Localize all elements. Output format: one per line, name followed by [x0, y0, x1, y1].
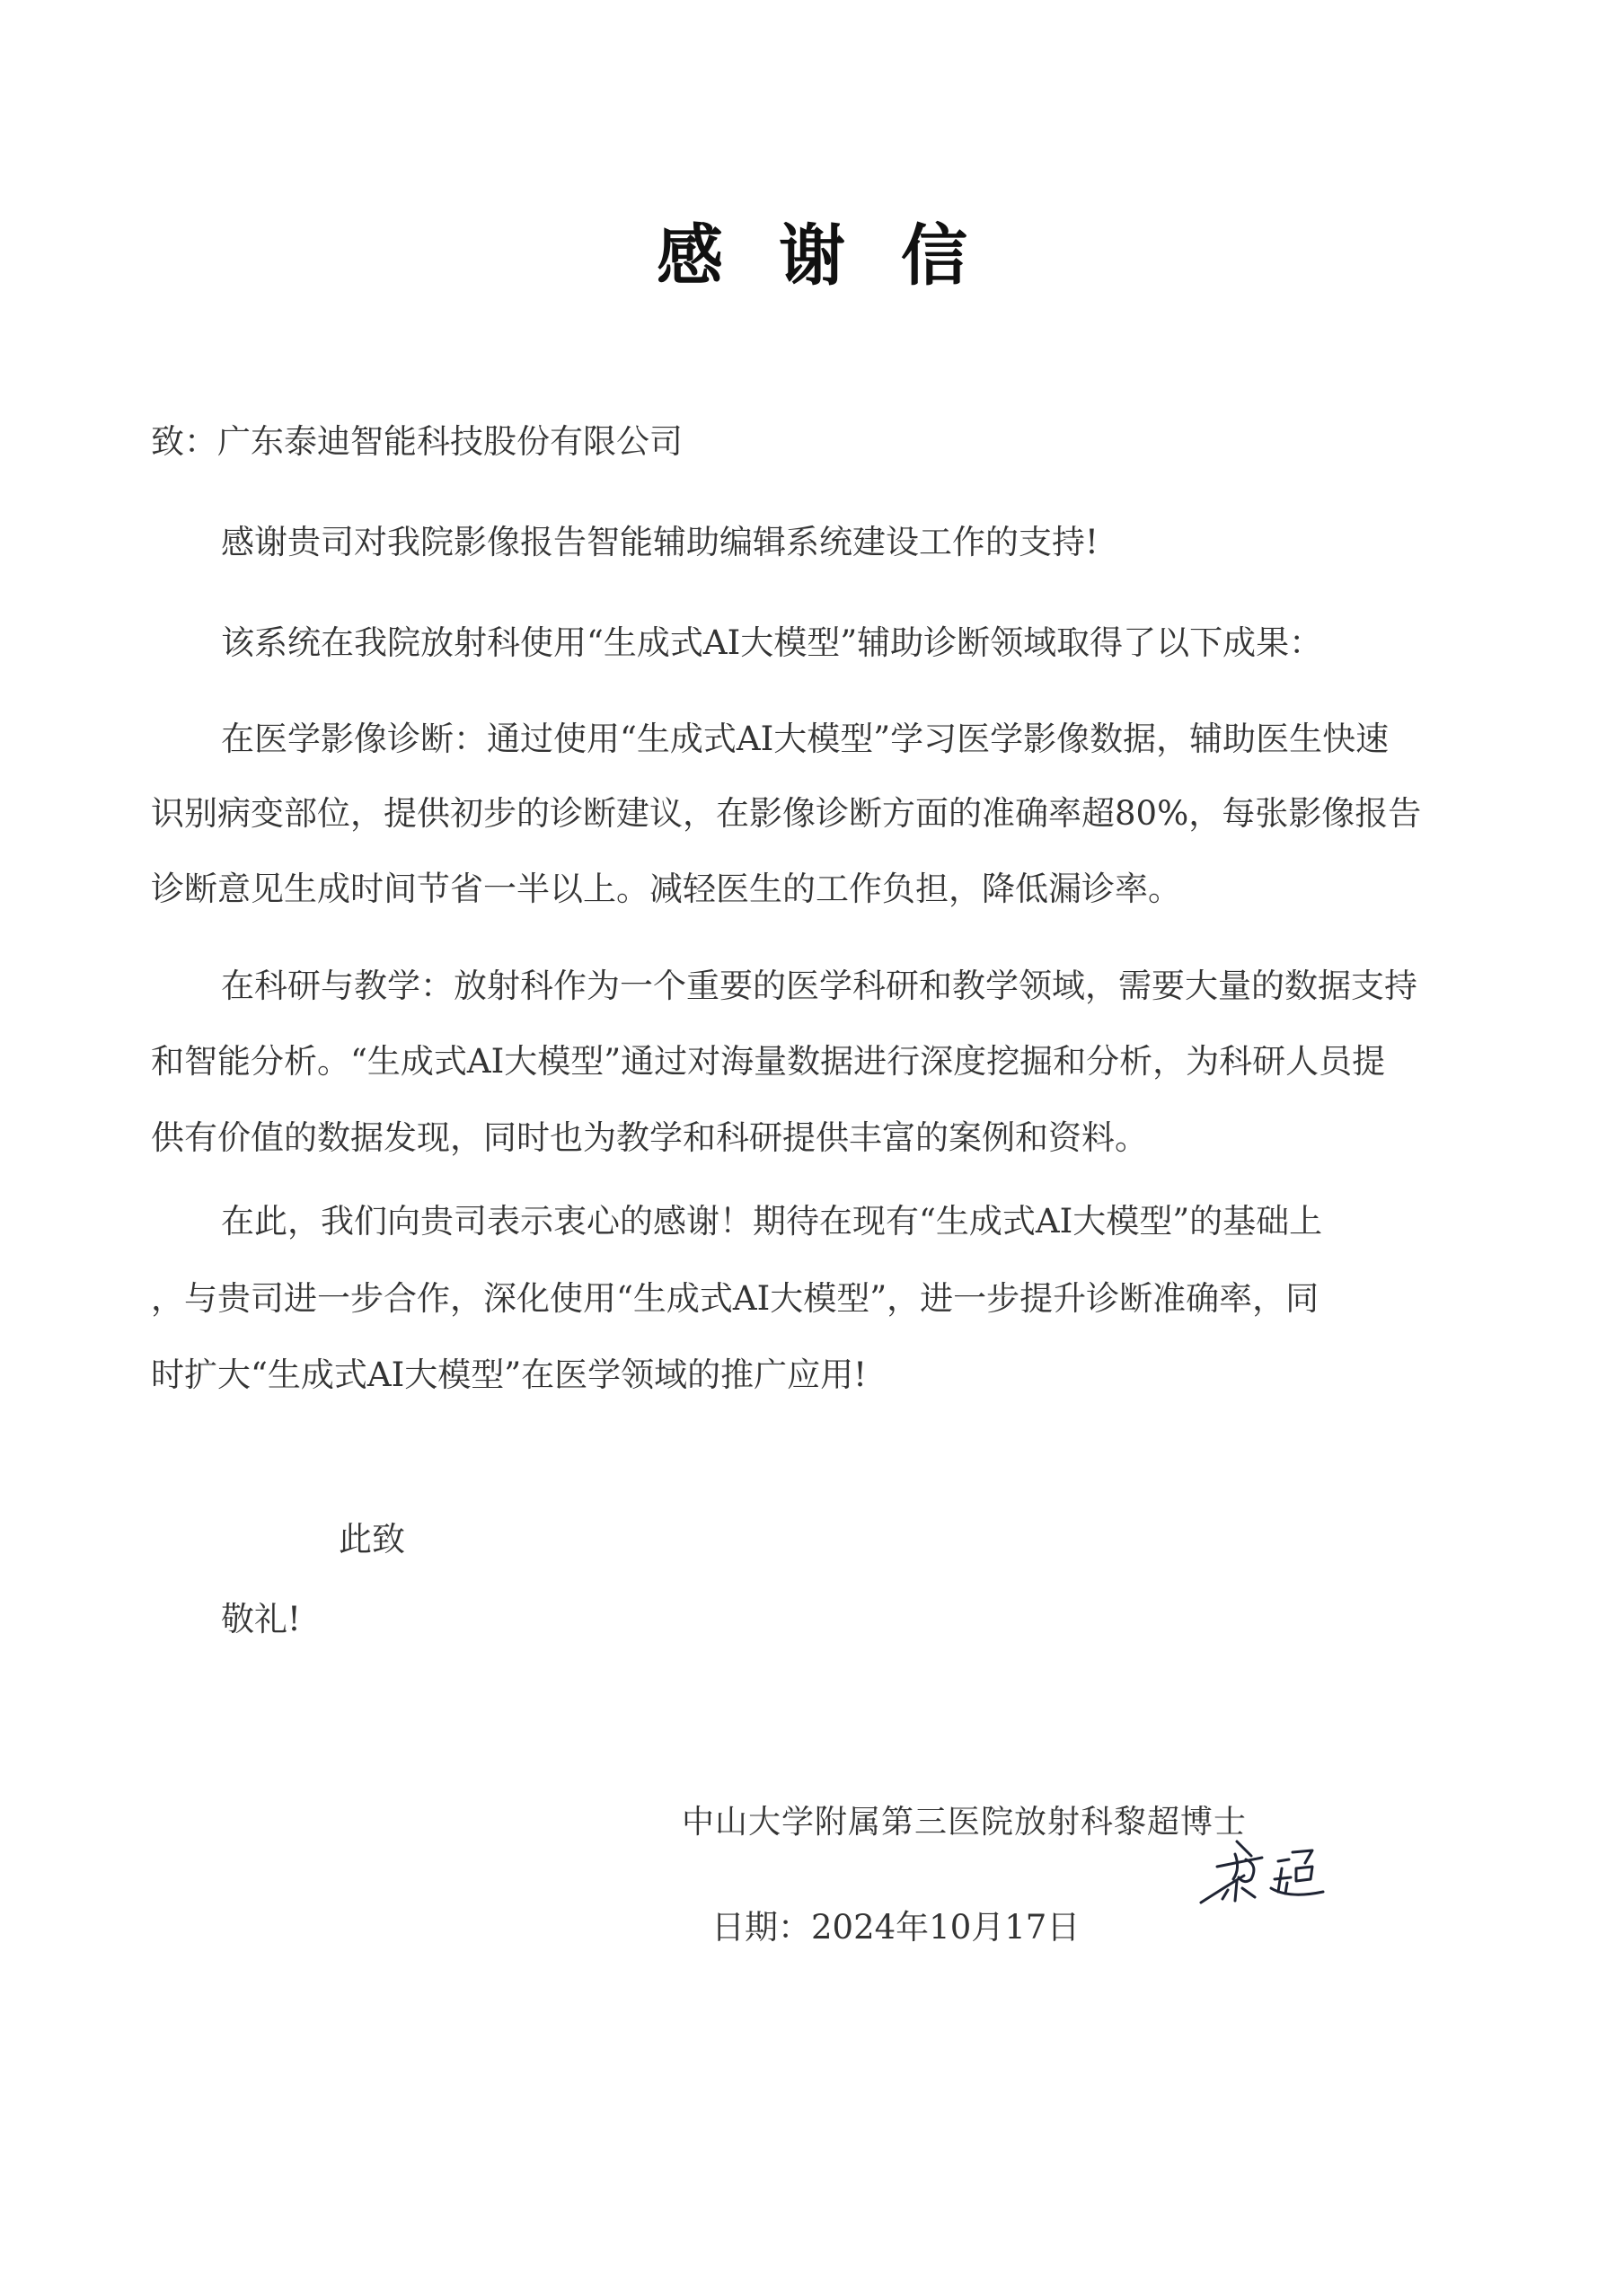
paragraph-1-line-1: 感谢贵司对我院影像报告智能辅助编辑系统建设工作的支持!	[221, 523, 1099, 561]
signature-ink-icon	[1181, 1832, 1325, 1922]
paragraph-4-line-2: 和智能分析。“生成式AI大模型”通过对海量数据进行深度挖掘和分析，为科研人员提	[151, 1042, 1386, 1081]
paragraph-5-line-2: ，与贵司进一步合作，深化使用“生成式AI大模型”，进一步提升诊断准确率，同	[151, 1279, 1320, 1318]
paragraph-3-line-2: 识别病变部位，提供初步的诊断建议，在影像诊断方面的准确率超80%，每张影像报告	[151, 794, 1422, 833]
paragraph-5-line-3: 时扩大“生成式AI大模型”在医学领域的推广应用!	[151, 1356, 868, 1394]
signer-organization: 中山大学附属第三医院放射科黎超博士	[682, 1804, 1248, 1841]
paragraph-2-line-1: 该系统在我院放射科使用“生成式AI大模型”辅助诊断领域取得了以下成果：	[221, 623, 1323, 662]
letter-title: 感谢信	[657, 217, 1023, 295]
paragraph-3-line-3: 诊断意见生成时间节省一半以上。减轻医生的工作负担，降低漏诊率。	[151, 870, 1181, 908]
handwritten-signature	[1181, 1832, 1325, 1922]
paragraph-3-line-1: 在医学影像诊断：通过使用“生成式AI大模型”学习医学影像数据，辅助医生快速	[221, 720, 1390, 758]
paragraph-5-line-1: 在此，我们向贵司表示衷心的感谢！期待在现有“生成式AI大模型”的基础上	[221, 1202, 1323, 1241]
paragraph-4-line-1: 在科研与教学：放射科作为一个重要的医学科研和教学领域，需要大量的数据支持	[221, 967, 1417, 1005]
closing-line-1: 此致	[339, 1520, 405, 1559]
paragraph-4-line-3: 供有价值的数据发现，同时也为教学和科研提供丰富的案例和资料。	[151, 1118, 1148, 1157]
salutation: 致：广东泰迪智能科技股份有限公司	[151, 422, 683, 461]
closing-line-2: 敬礼!	[221, 1600, 301, 1638]
letter-date: 日期：2024年10月17日	[711, 1908, 1081, 1947]
